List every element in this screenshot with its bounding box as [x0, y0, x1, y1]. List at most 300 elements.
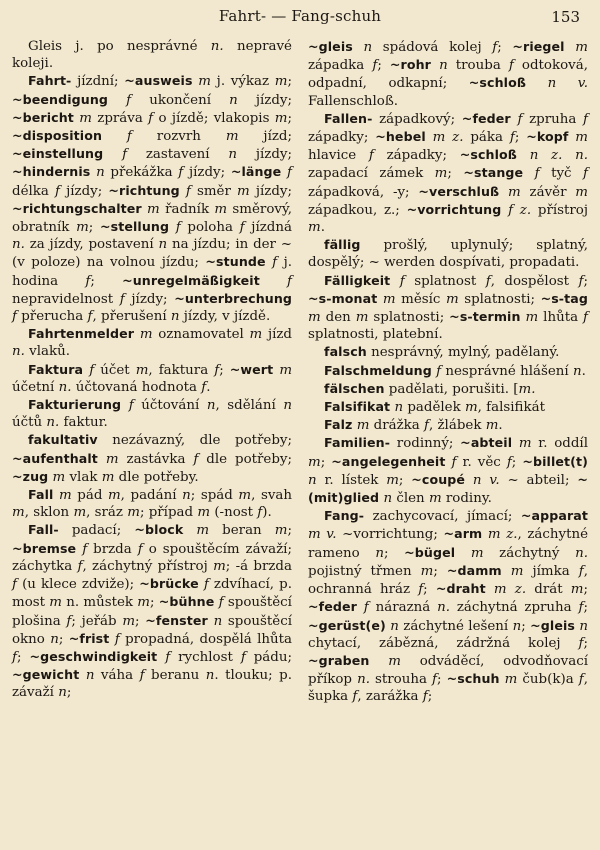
grammar-label: m [58, 488, 72, 504]
entry-headword: ~rohr [389, 57, 431, 73]
entry-text: , záchytné rameno [308, 527, 589, 561]
entry-text: . [206, 379, 211, 395]
entry-text: padací; [58, 523, 135, 539]
entry-text: jízdy; [124, 291, 175, 307]
grammar-label: m [105, 451, 119, 467]
grammar-label: n [58, 685, 67, 701]
entry-text: ; [377, 58, 390, 74]
entry-text [169, 220, 176, 235]
grammar-label: f [363, 600, 369, 616]
entry-text: drát [526, 582, 571, 598]
entry-text: účtovaná hodnota [71, 379, 202, 395]
grammar-label: n. [46, 415, 60, 431]
entry-text: ; [58, 631, 69, 647]
entry-text: ). [262, 505, 272, 521]
dictionary-entry [12, 486, 292, 521]
entry-text [103, 147, 122, 162]
entry-text: ; [320, 454, 332, 470]
dictionary-entry [12, 325, 292, 360]
entry-text: zpráva [91, 110, 149, 126]
grammar-label: f [185, 183, 191, 199]
grammar-label: m [274, 74, 288, 90]
entry-text: , šupka [308, 672, 588, 705]
entry-text: , sráz [86, 505, 128, 521]
grammar-label: n [229, 92, 238, 108]
entry-text: , zarážka [357, 689, 423, 705]
grammar-label: n v. [547, 76, 588, 92]
grammar-label: m [237, 183, 250, 199]
entry-text: odtoková, odpadní, odkapní; [308, 58, 588, 92]
grammar-label: n [182, 488, 191, 504]
grammar-label: f [578, 273, 584, 289]
grammar-label: m [79, 110, 92, 126]
grammar-label: m [49, 595, 62, 611]
entry-text: jízdy; [183, 165, 231, 181]
grammar-label: f [287, 165, 292, 181]
dictionary-entry [308, 434, 588, 507]
grammar-label: m [510, 563, 524, 579]
entry-text: západky; [308, 130, 376, 146]
grammar-label: m [213, 558, 226, 574]
dictionary-entry [12, 72, 292, 325]
entry-text: brzda [87, 541, 138, 557]
entry-text: ; [583, 273, 588, 289]
grammar-label: f [193, 451, 199, 467]
grammar-label: m [355, 310, 369, 326]
dictionary-entry [308, 362, 588, 380]
entry-text: rychlost [170, 649, 241, 665]
entry-text: překážka [104, 165, 179, 181]
entry-text: (u klece zdviže); [16, 577, 140, 593]
entry-text: ; [511, 454, 523, 470]
entry-text: . [498, 418, 503, 434]
entry-text: jízd [262, 327, 293, 343]
entry-headword: ~hindernis [12, 164, 91, 180]
grammar-label: f [578, 672, 584, 688]
entry-text: den [320, 310, 356, 326]
entry-text: záchytný [483, 545, 576, 561]
entry-text [353, 40, 364, 55]
entry-headword: ~vorrichtung [406, 201, 502, 217]
entry-text [512, 436, 519, 451]
entry-headword: ~verschluß [418, 183, 500, 199]
grammar-label: f [578, 635, 584, 651]
grammar-label: m [279, 362, 293, 378]
dictionary-entry [308, 110, 588, 236]
grammar-label: f [12, 309, 17, 325]
entry-text: spouštěcí plošina [12, 595, 292, 629]
entry-headword: Familien- [324, 435, 391, 451]
grammar-label: n. [575, 545, 588, 561]
entry-text: ~vorrichtung; [336, 527, 444, 543]
entry-text: Gleis j. po nesprávné [28, 39, 211, 54]
grammar-label: f [148, 110, 154, 126]
grammar-label: m. [518, 381, 536, 397]
grammar-label: n [308, 472, 317, 488]
grammar-label: n [439, 58, 448, 74]
grammar-label: f [583, 111, 588, 127]
entry-text: padělati, porušiti. [ [384, 381, 519, 397]
entry-text: zapadací zámek [308, 166, 435, 182]
header-headwords: Fahrt- — Fang-schuh [218, 7, 382, 25]
dictionary-entry [12, 361, 292, 396]
entry-headword: ~richtung [108, 182, 180, 198]
grammar-label: m [197, 505, 211, 521]
grammar-label: n [283, 398, 292, 414]
entry-text: jízdy; [249, 183, 292, 199]
entry-headword: ~ausweis [124, 73, 193, 89]
entry-text: ; [383, 545, 405, 561]
entry-text: délka [12, 183, 56, 199]
grammar-label: f [12, 577, 17, 593]
grammar-label: f [214, 362, 220, 378]
right-column [308, 38, 588, 842]
entry-text: západkový; [372, 111, 462, 127]
grammar-label: f [85, 273, 91, 289]
grammar-label: f [122, 147, 128, 163]
entry-text: lhůta [538, 310, 584, 326]
entry-text: jízdy; [237, 147, 292, 163]
entry-text [455, 546, 471, 561]
entry-text: tyč [539, 166, 584, 182]
grammar-label: n z. n. [529, 148, 588, 164]
entry-text: propadná, dospělá lhůta [119, 631, 292, 647]
entry-headword: ~bügel [404, 544, 456, 560]
entry-headword: ~apparat [520, 508, 588, 524]
entry-headword: ~stellung [99, 219, 170, 235]
entry-headword: ~beendigung [12, 91, 109, 107]
entry-text: zpruha [522, 111, 584, 127]
entry-headword: ~billet(t) [522, 453, 588, 469]
entry-text [526, 76, 548, 91]
entry-text: pojistný třmen [308, 563, 421, 579]
entry-text: , svah [251, 488, 292, 504]
dictionary-entry [308, 272, 588, 344]
entry-headword: ~bremse [12, 540, 77, 556]
entry-text [431, 58, 439, 73]
grammar-label: f [399, 273, 405, 289]
grammar-label: m [356, 418, 370, 434]
grammar-label: m [386, 472, 399, 488]
grammar-label: m [274, 110, 288, 126]
entry-text: ; [219, 362, 230, 378]
grammar-label: m [308, 220, 321, 236]
entry-headword: ~wert [229, 361, 274, 377]
text-columns [12, 38, 588, 842]
entry-text: záchytné lešení [398, 618, 513, 634]
entry-text: splatnosti; [458, 291, 541, 307]
entry-text: směr [190, 183, 238, 199]
entry-text: . tlouku; p. závaží [12, 668, 292, 701]
entry-text: jízd; [238, 129, 292, 145]
entry-text: nepravé koleji. [12, 39, 292, 72]
grammar-label: f [432, 672, 438, 688]
entry-text: ; [135, 613, 146, 629]
grammar-label: f [12, 649, 17, 665]
grammar-label: m z. [487, 527, 518, 543]
entry-text: , záchytný přístroj [82, 558, 214, 574]
entry-headword: ~feder [308, 599, 357, 615]
dictionary-entry [12, 38, 292, 72]
grammar-label: m [122, 613, 136, 629]
entry-text: splatnost [404, 273, 486, 289]
entry-text: záchytná zpruha [450, 600, 579, 616]
entry-text: ; [398, 472, 412, 488]
grammar-label: f [272, 255, 278, 271]
entry-text: ; [427, 689, 433, 705]
entry-text [565, 40, 576, 55]
entry-headword: ~graben [308, 652, 370, 668]
dictionary-entry [308, 343, 588, 361]
grammar-label: n. [437, 600, 450, 616]
entry-text [183, 523, 196, 538]
entry-text: rodinný; [390, 436, 461, 452]
entry-headword: Falz [324, 417, 353, 433]
grammar-label: m [214, 201, 228, 217]
running-header [12, 2, 588, 30]
entry-text: nesprávný, mylný, padělaný. [366, 345, 560, 361]
grammar-label: f [352, 689, 358, 705]
entry-headword: ~arm [443, 526, 483, 542]
entry-text: , falsifikát [477, 400, 545, 416]
entry-text: směrový, obratník [12, 201, 292, 236]
entry-text: nárazná [368, 600, 438, 616]
grammar-label: f z. [508, 202, 532, 218]
dictionary-entry [12, 431, 292, 486]
grammar-label: m [76, 220, 89, 236]
entry-text: páka [463, 130, 510, 146]
entry-text: ; [521, 618, 531, 634]
grammar-label: f [203, 577, 209, 593]
dictionary-entry [308, 416, 588, 434]
grammar-label: f [509, 130, 515, 146]
grammar-label: f [578, 563, 584, 579]
entry-text: pádu; [245, 649, 292, 665]
entry-headword: ~unterbrechung [174, 290, 293, 306]
grammar-label: m [139, 327, 153, 343]
entry-text: r. oddíl [531, 436, 588, 452]
entry-text: ukončení [131, 92, 230, 108]
grammar-label: f [137, 541, 143, 557]
entry-text: j. hodina [12, 255, 292, 289]
entry-text: ; -á brzda [225, 558, 292, 574]
grammar-label: m [518, 436, 532, 452]
entry-text: o spouštěcím závaží; záchytka [12, 541, 292, 574]
grammar-label: n [394, 400, 404, 416]
entry-headword: ~disposition [12, 128, 103, 144]
dictionary-entry [308, 236, 588, 271]
entry-text: ; [497, 40, 513, 55]
grammar-label: f [583, 310, 588, 326]
grammar-label: m [135, 362, 149, 378]
entry-text [390, 274, 400, 289]
grammar-label: m [382, 291, 396, 307]
entry-headword: ~schloß [459, 147, 517, 163]
entry-text: účtů [12, 415, 47, 431]
grammar-label: f [119, 291, 125, 307]
entry-text: ; spád [190, 488, 239, 504]
entry-headword: ~bühne [158, 594, 215, 610]
entry-headword: ~hebel [375, 129, 426, 145]
entry-headword: ~aufenthalt [12, 450, 98, 466]
entry-text [523, 166, 534, 181]
grammar-label: m [434, 166, 448, 182]
entry-text: přerucha [16, 309, 88, 325]
grammar-label: m z. [493, 582, 527, 598]
grammar-label: m [147, 201, 160, 217]
grammar-label: f [128, 398, 134, 414]
entry-headword: fällig [324, 237, 361, 253]
entry-text: zdvíhací, p. most [12, 577, 292, 611]
entry-text: člen [392, 491, 429, 507]
entry-text [98, 452, 106, 467]
entry-headword: ~damm [446, 562, 502, 578]
entry-text: řadník [159, 201, 215, 217]
grammar-label: m [225, 129, 239, 145]
entry-headword: ~brücke [139, 576, 199, 592]
entry-text [502, 564, 511, 579]
entry-headword: Fall [28, 487, 54, 503]
entry-text: ; [583, 635, 588, 651]
entry-text: ; [514, 130, 527, 146]
grammar-label: f [372, 58, 378, 74]
grammar-label: f [424, 418, 429, 434]
entry-text: jízdní; [71, 74, 125, 90]
entry-headword: ~(mit)glied [308, 471, 588, 506]
grammar-label: m [525, 310, 539, 326]
entry-text: beran [209, 523, 275, 539]
entry-text: jízdy; [237, 92, 292, 108]
grammar-label: m [464, 400, 478, 416]
entry-text: ; [16, 649, 30, 665]
entry-text [357, 600, 364, 615]
grammar-label: m [238, 488, 252, 504]
grammar-label: f [139, 668, 145, 684]
entry-headword: ~s-tag [540, 290, 588, 306]
entry-text [121, 398, 129, 413]
entry-headword: ~zug [12, 468, 49, 484]
entry-headword: ~abteil [460, 435, 513, 451]
entry-text: , dospělost [490, 273, 579, 289]
grammar-label: n. [210, 39, 224, 54]
entry-text: ; jeřáb [71, 613, 123, 629]
entry-text: vlak [65, 469, 102, 485]
entry-text: , sdělání [215, 398, 284, 414]
grammar-label: n [383, 491, 393, 507]
grammar-label: m [575, 40, 588, 55]
entry-text: , faktura [148, 362, 215, 378]
entry-text: splatnosti; [368, 310, 450, 326]
grammar-label: n. [12, 344, 25, 360]
entry-headword: Fang- [324, 508, 365, 524]
entry-headword: Falschmeldung [324, 362, 432, 378]
grammar-label: f [178, 165, 184, 181]
entry-text [370, 654, 389, 669]
entry-headword: ~einstellung [12, 146, 104, 162]
entry-text: nepravidelnost [12, 291, 120, 307]
entry-text: zastávka [118, 451, 194, 467]
grammar-label: m [274, 523, 288, 539]
grammar-label: n [85, 668, 95, 684]
entry-text: rodiny. [441, 491, 492, 507]
grammar-label: f [422, 689, 428, 705]
grammar-label: m [198, 74, 211, 90]
grammar-label: f [368, 148, 374, 164]
entry-text [426, 130, 433, 145]
entry-headword: Fahrtenmelder [28, 326, 135, 342]
grammar-label: f [55, 183, 60, 199]
entry-text: účetní [12, 379, 59, 395]
entry-text: , ochranná hráz [308, 563, 588, 598]
entry-text [102, 129, 127, 144]
grammar-label: f [492, 40, 498, 55]
entry-text: západková, -y; [308, 184, 419, 200]
entry-headword: ~richtungschalter [12, 200, 142, 216]
entry-headword: Fälligkeit [324, 272, 391, 288]
entry-text: západky; [373, 148, 460, 164]
entry-text [108, 93, 126, 108]
grammar-label: m [575, 130, 588, 146]
entry-headword: ~unregelmäßigkeit [122, 272, 260, 288]
grammar-label: n. [357, 672, 370, 688]
grammar-label: f [87, 309, 93, 325]
grammar-label: f [89, 362, 95, 378]
entry-headword: ~schloß [468, 75, 526, 91]
grammar-label: n v. [472, 472, 500, 488]
entry-text: drážka [369, 418, 425, 434]
grammar-label: m [575, 184, 588, 200]
entry-text: beranu [144, 668, 206, 684]
entry-text: pád [71, 488, 108, 504]
grammar-label: m [428, 491, 442, 507]
entry-text: jízdy; [59, 183, 109, 199]
entry-text: přístroj [531, 202, 588, 218]
grammar-label: n [205, 668, 215, 684]
grammar-label: f [126, 92, 132, 108]
entry-headword: falsch [324, 344, 367, 360]
grammar-label: m [470, 545, 484, 561]
entry-headword: ~feder [461, 110, 511, 126]
entry-headword: Fahrt- [28, 73, 72, 89]
grammar-label: m [107, 488, 121, 504]
entry-text: ; [90, 273, 123, 289]
entry-headword: ~länge [230, 164, 282, 180]
grammar-label: m [485, 418, 499, 434]
entry-headword: ~gerüst(e) [308, 617, 386, 633]
grammar-label: m [570, 582, 584, 598]
entry-text: strouha [369, 672, 433, 688]
entry-headword: ~coupé [411, 471, 466, 487]
entry-text: r. věc [456, 454, 507, 470]
entry-text: ; případ [139, 505, 198, 521]
entry-headword: ~gewicht [12, 667, 80, 683]
grammar-label: f [517, 111, 523, 127]
entry-text: jímka [523, 563, 579, 579]
entry-text: odváděcí, odvodňovací příkop [308, 653, 588, 688]
entry-text: ; [583, 582, 588, 598]
entry-text: ; [88, 220, 100, 236]
entry-headword: ~kopf [526, 129, 569, 145]
grammar-label: m [52, 469, 66, 485]
grammar-label: m [196, 523, 210, 539]
entry-headword: Faktura [28, 361, 84, 377]
entry-text: ; [287, 74, 292, 90]
entry-headword: ~angelegenheit [331, 453, 446, 469]
grammar-label: f [506, 454, 512, 470]
entry-text: zastavení [127, 147, 229, 163]
grammar-label: m [137, 595, 150, 611]
entry-text: prošlý, uplynulý; splatný, dospělý; ~ werden dospívati, propadati. [308, 238, 588, 271]
